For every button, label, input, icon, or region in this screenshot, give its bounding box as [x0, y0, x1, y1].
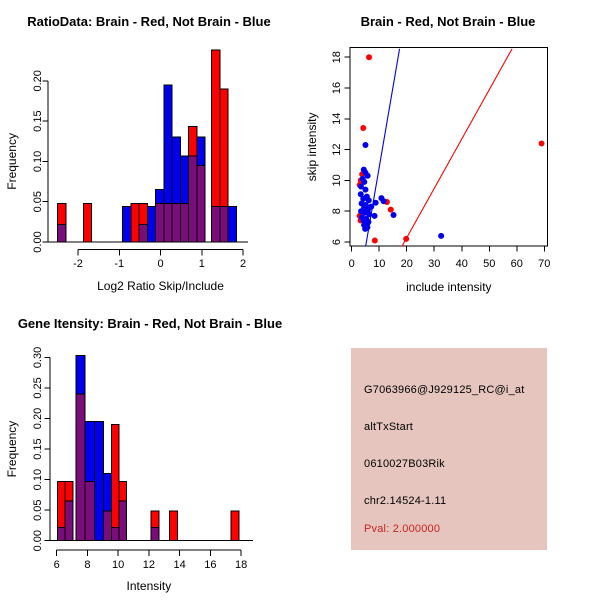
x-tick-label: 70: [538, 258, 551, 270]
y-tick-label: 0.20: [32, 70, 44, 92]
hist-bar-red: [83, 203, 91, 242]
x-tick-label: 2: [239, 258, 247, 270]
y-tick-label: 0.25: [32, 377, 44, 399]
y-tick-label: 0.05: [32, 499, 45, 521]
hist-bar-overlap: [65, 501, 73, 541]
hist-bar-red: [212, 50, 220, 206]
y-tick-label: 0.20: [32, 407, 44, 430]
x-tick-label: 10: [112, 559, 125, 571]
hist-bar-blue: [147, 207, 155, 242]
x-tick-label: -2: [73, 258, 83, 270]
hist-bar-red: [170, 511, 178, 541]
hist-bar-overlap: [151, 527, 159, 540]
y-tick-label: 8: [331, 208, 343, 215]
hist-bar-blue: [180, 156, 188, 204]
x-tick-label: -1: [114, 258, 125, 270]
x-tick-label: 10: [373, 258, 386, 270]
hist-bar-overlap: [220, 207, 228, 242]
hist-bar-overlap: [180, 203, 188, 242]
hist-bar-overlap: [212, 207, 220, 242]
y-axis: [305, 51, 350, 245]
hist-bar-red: [57, 481, 65, 527]
hist-bar-overlap: [119, 501, 127, 541]
x-tick-label: 1: [198, 258, 205, 270]
hist-bar-red: [231, 511, 239, 541]
red-fit-line: [402, 49, 512, 247]
hist-bar-overlap: [197, 165, 205, 242]
plot-box: [350, 48, 548, 246]
hist-bar-blue: [76, 356, 85, 394]
y-axis: [5, 70, 48, 253]
intensity-scatter-panel: [305, 14, 550, 294]
hist-bar-red: [189, 127, 197, 156]
y-tick-label: 12: [331, 143, 343, 156]
chart-title: Gene Itensity: Brain - Red, Not Brain - Blue: [17, 316, 283, 331]
x-tick-label: 50: [483, 258, 496, 270]
x-tick-label: 18: [234, 559, 248, 571]
hist-bar-blue: [172, 137, 180, 203]
hist-bar-overlap: [85, 481, 94, 540]
hist-bar-overlap: [189, 156, 197, 242]
gene-name-text: 0610027B03Rik: [364, 458, 445, 470]
x-tick-label: 0: [348, 258, 355, 270]
hist-bar-blue: [164, 85, 172, 203]
x-axis: [349, 246, 551, 294]
y-tick-label: 14: [331, 112, 343, 125]
x-tick-label: 6: [53, 559, 60, 571]
y-tick-label: 0.10: [32, 468, 44, 491]
hist-bar-red: [151, 511, 159, 527]
y-axis: [5, 347, 50, 552]
x-tick-label: 12: [142, 559, 156, 571]
y-tick-label: 0.00: [32, 231, 44, 253]
hist-bar-blue: [228, 207, 236, 242]
hist-bar-overlap: [164, 203, 172, 242]
y-tick-label: 6: [331, 238, 343, 246]
y-axis-label: Frequency: [5, 133, 19, 190]
x-axis: [73, 250, 246, 294]
hist-bar-blue: [156, 190, 164, 204]
x-tick-label: 40: [455, 258, 468, 270]
x-tick-label: 60: [510, 258, 523, 270]
hist-bar-red: [65, 481, 73, 501]
hist-bar-overlap: [156, 203, 164, 242]
bars: [57, 356, 238, 541]
y-tick-label: 10: [331, 174, 343, 187]
y-tick-label: 0.15: [32, 110, 44, 132]
y-tick-label: 0.30: [32, 346, 44, 369]
hist-bar-overlap: [111, 527, 119, 540]
y-tick-label: 0.05: [32, 190, 44, 213]
x-tick-label: 16: [204, 559, 217, 571]
fit-lines: [366, 49, 513, 247]
x-axis-label: Log2 Ratio Skip/Include: [97, 279, 224, 293]
chart-title: Brain - Red, Not Brain - Blue: [360, 14, 536, 29]
y-tick-label: 0.15: [32, 438, 44, 460]
hist-bar-blue: [94, 422, 103, 541]
hist-bar-red: [131, 203, 139, 242]
x-axis: [54, 550, 248, 593]
hist-bar-red: [139, 203, 147, 224]
hist-bar-overlap: [57, 527, 65, 540]
x-axis-label: Intensity: [126, 579, 172, 593]
probe-id-text: G7063966@J929125_RC@i_at: [364, 384, 525, 396]
y-tick-label: 0.10: [32, 150, 44, 173]
blue-points: [358, 142, 444, 239]
y-tick-label: 18: [331, 51, 343, 64]
hist-bar-blue: [104, 473, 112, 510]
x-tick-label: 20: [400, 258, 413, 270]
hist-bar-blue: [85, 422, 94, 482]
red-points: [357, 54, 545, 243]
info-panel: [351, 348, 547, 550]
x-tick-label: 8: [84, 559, 91, 571]
bars: [57, 50, 236, 242]
hist-bar-blue: [123, 207, 131, 242]
chart-title: RatioData: Brain - Red, Not Brain - Blue: [27, 14, 271, 29]
y-tick-label: 0.00: [32, 529, 44, 552]
y-axis-label: skip intensity: [305, 112, 319, 182]
hist-bar-red: [57, 203, 66, 224]
x-tick-label: 30: [428, 258, 441, 270]
gene-intensity-histogram-panel: [5, 316, 282, 593]
event-type-text: altTxStart: [364, 421, 414, 433]
pval-text: Pval: 2.000000: [364, 523, 441, 535]
location-text: chr2.14524-1.11: [364, 495, 447, 507]
x-axis-label: include intensity: [406, 280, 492, 294]
x-tick-label: 14: [173, 559, 186, 571]
y-tick-label: 16: [331, 81, 343, 95]
hist-bar-red: [111, 425, 119, 528]
hist-bar-red: [220, 89, 228, 207]
x-tick-label: 0: [157, 258, 164, 270]
hist-bar-overlap: [139, 224, 147, 242]
hist-bar-overlap: [104, 511, 112, 541]
hist-bar-red: [119, 481, 127, 501]
hist-bar-overlap: [76, 394, 85, 541]
ratio-histogram-panel: [5, 14, 271, 293]
y-axis-label: Frequency: [5, 420, 19, 478]
hist-bar-overlap: [57, 224, 66, 242]
hist-bar-overlap: [172, 203, 180, 242]
hist-bar-blue: [197, 137, 205, 165]
